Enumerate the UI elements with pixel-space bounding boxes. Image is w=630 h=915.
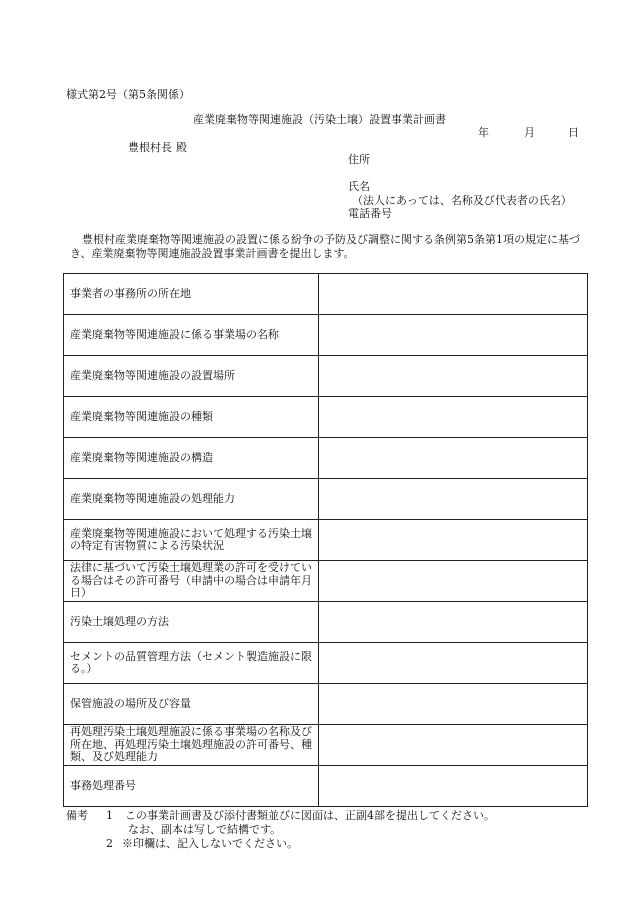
table-row bbox=[64, 315, 588, 356]
form-number: 様式第2号（第5条関係） bbox=[66, 88, 190, 101]
remark-1-continuation: なお、副本は写しで結構です。 bbox=[128, 823, 282, 836]
table-row bbox=[64, 643, 588, 684]
row-label-contamination-status: 産業廃棄物等関連施設において処理する汚染土壌の特定有害物質による汚染状況 bbox=[64, 520, 319, 561]
row-label-storage-facility: 保管施設の場所及び容量 bbox=[64, 684, 319, 725]
intro-paragraph: 豊根村産業廃棄物等関連施設の設置に係る紛争の予防及び調整に関する条例第5条第1項の規定に基づき、産業廃棄物等関連施設設置事業計画書を提出します。 bbox=[70, 233, 580, 260]
row-value-site-name[interactable] bbox=[319, 315, 588, 356]
remark-1-number: 1 bbox=[106, 809, 113, 822]
row-label-processing-method: 汚染土壌処理の方法 bbox=[64, 602, 319, 643]
remarks-label: 備考 bbox=[66, 809, 88, 822]
date-year-field: 年 bbox=[478, 126, 489, 139]
row-label-processing-number: 事務処理番号 bbox=[64, 766, 319, 807]
plan-form-table bbox=[63, 273, 588, 807]
row-label-reprocessing-facility: 再処理汚染土壌処理施設に係る事業場の名称及び所在地、再処理汚染土壌処理施設の許可番号、種類、及び処理能力 bbox=[64, 725, 319, 766]
row-label-site-name: 産業廃棄物等関連施設に係る事業場の名称 bbox=[64, 315, 319, 356]
row-label-processing-capacity: 産業廃棄物等関連施設の処理能力 bbox=[64, 479, 319, 520]
date-month-field: 月 bbox=[524, 126, 535, 139]
row-value-cement-quality[interactable] bbox=[319, 643, 588, 684]
row-value-facility-structure[interactable] bbox=[319, 438, 588, 479]
row-value-office-location[interactable] bbox=[319, 274, 588, 315]
addressee-honorific: 殿 bbox=[176, 141, 187, 154]
applicant-name-label: 氏名 bbox=[348, 180, 370, 193]
remark-2-text: ※印欄は、記入しないでください。 bbox=[122, 837, 298, 850]
row-value-processing-number[interactable] bbox=[319, 766, 588, 807]
row-label-office-location: 事業者の事務所の所在地 bbox=[64, 274, 319, 315]
row-label-facility-type: 産業廃棄物等関連施設の種類 bbox=[64, 397, 319, 438]
addressee: 豊根村長 bbox=[128, 141, 172, 154]
table-row bbox=[64, 602, 588, 643]
table-row bbox=[64, 479, 588, 520]
row-value-contamination-status[interactable] bbox=[319, 520, 588, 561]
row-value-storage-facility[interactable] bbox=[319, 684, 588, 725]
row-value-license-number[interactable] bbox=[319, 561, 588, 602]
row-value-reprocessing-facility[interactable] bbox=[319, 725, 588, 766]
table-row bbox=[64, 274, 588, 315]
applicant-name-note: （法人にあっては、名称及び代表者の氏名） bbox=[352, 194, 572, 207]
applicant-phone-label: 電話番号 bbox=[348, 207, 392, 220]
row-label-license-number: 法律に基づいて汚染土壌処理業の許可を受けている場合はその許可番号（申請中の場合は申請年月日） bbox=[64, 561, 319, 602]
document-title: 産業廃棄物等関連施設（汚染土壌）設置事業計画書 bbox=[193, 113, 446, 126]
applicant-address-label: 住所 bbox=[348, 153, 370, 166]
table-row bbox=[64, 766, 588, 807]
row-label-facility-structure: 産業廃棄物等関連施設の構造 bbox=[64, 438, 319, 479]
row-label-installation-place: 産業廃棄物等関連施設の設置場所 bbox=[64, 356, 319, 397]
row-value-processing-method[interactable] bbox=[319, 602, 588, 643]
row-value-facility-type[interactable] bbox=[319, 397, 588, 438]
remark-2-number: 2 bbox=[106, 837, 113, 850]
table-row bbox=[64, 520, 588, 561]
row-label-cement-quality: セメントの品質管理方法（セメント製造施設に限る。） bbox=[64, 643, 319, 684]
remark-1-text: この事業計画書及び添付書類並びに図面は、正副4部を提出してください。 bbox=[125, 809, 495, 822]
table-row bbox=[64, 684, 588, 725]
table-row bbox=[64, 438, 588, 479]
table-row bbox=[64, 561, 588, 602]
table-row bbox=[64, 397, 588, 438]
row-value-installation-place[interactable] bbox=[319, 356, 588, 397]
date-day-field: 日 bbox=[568, 126, 579, 139]
table-row bbox=[64, 356, 588, 397]
table-row bbox=[64, 725, 588, 766]
row-value-processing-capacity[interactable] bbox=[319, 479, 588, 520]
